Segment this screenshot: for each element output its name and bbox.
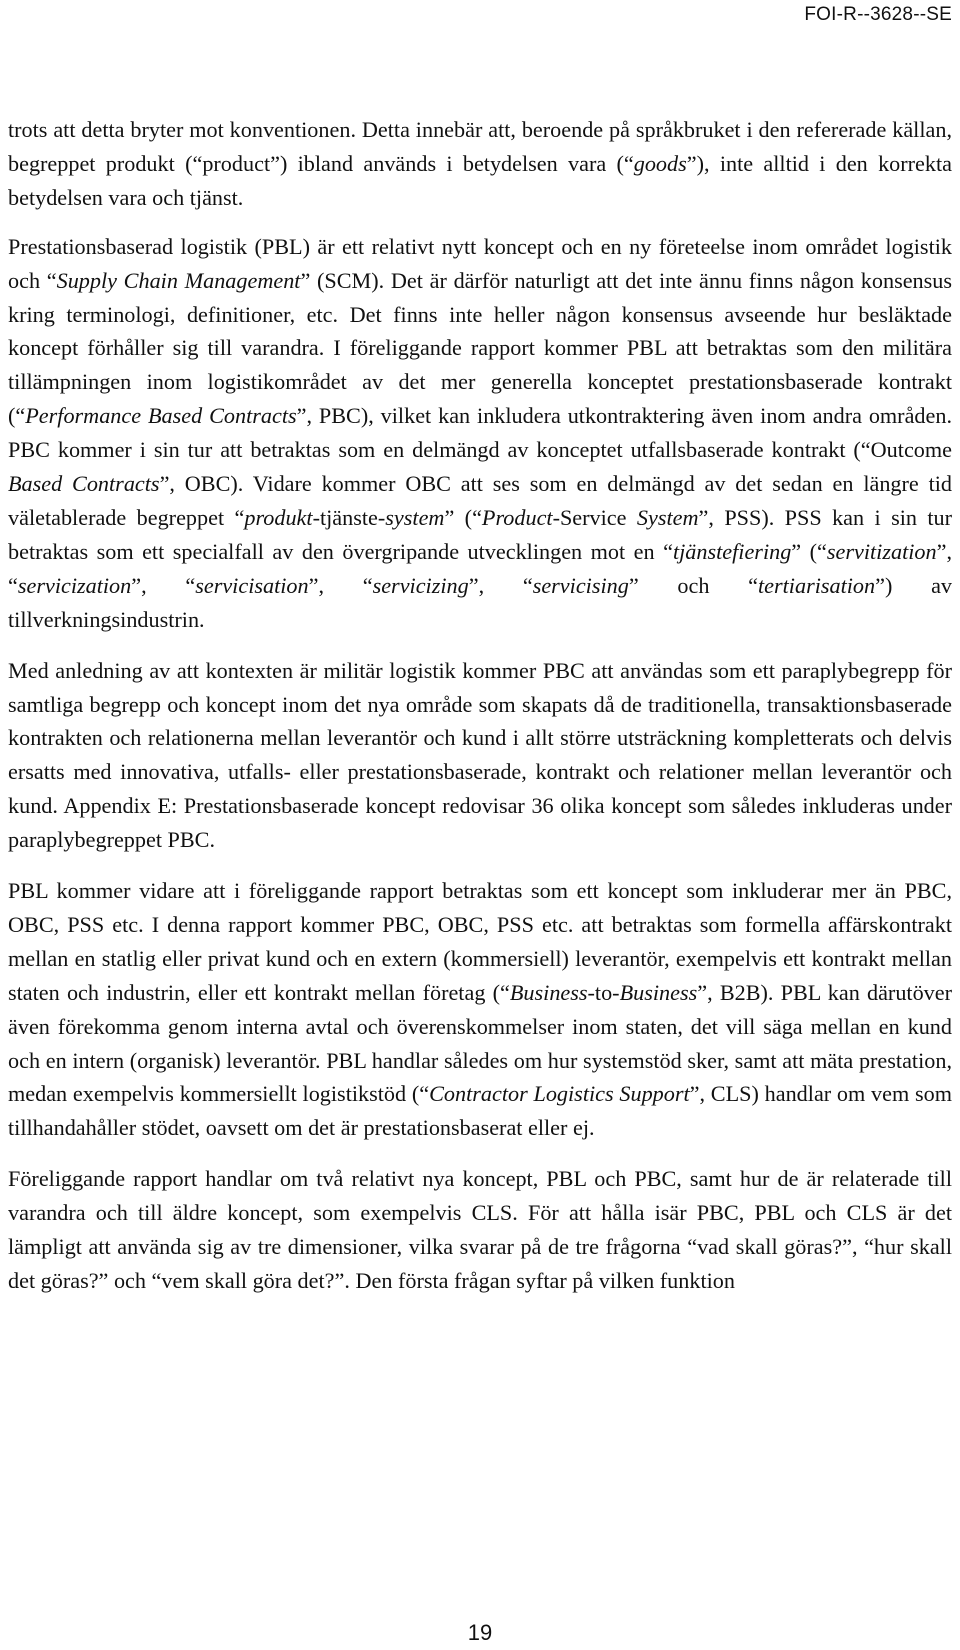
- text-run: Prestationsbaserad logistik (PBL) är ett relativt nytt koncept och en ny företeelse inom området logistik och “: [8, 233, 952, 293]
- italic-term: Performance Based Contracts: [25, 403, 297, 429]
- italic-term: Business: [619, 979, 698, 1005]
- italic-term: tjänstefiering: [672, 538, 792, 564]
- text-run: Föreliggande rapport handlar om två relativt nya koncept, PBL och PBC, samt hur de är relaterade till varandra och till äldre koncept, som exempelvis CLS. För att hålla isär PBC, PBL och CLS är det lämpligt att använda sig av tre dimensioner, vilka svarar på de tre frågorna “vad skall göras?”, “hur skall det göras?” och “vem skall göra det?”. Den första frågan syftar på vilken funktion: [8, 1166, 952, 1293]
- text-run: ”, B2B). PBL kan därutöver även förekomma genom interna avtal och överenskommelser inom staten, det vill säga mellan en kund och en intern (organisk) leverantör. PBL handlar således om hur systemstöd sker, samt att mäta prestation, medan exempelvis kommersiellt logistikstöd (“: [8, 979, 953, 1107]
- italic-term: tertiarisation: [758, 572, 876, 598]
- text-run: ” (“: [444, 504, 482, 530]
- text-run: ”) av tillverkningsindustrin.: [8, 572, 953, 632]
- text-run: ”, PBC), vilket kan inkludera utkontraktering även inom andra områden. PBC kommer i sin tur att betraktas som en delmängd av konceptet utfallsbaserade kontrakt (“Outcome: [8, 403, 952, 463]
- text-run: ”, “: [8, 538, 952, 598]
- paragraph-1: [8, 113, 952, 215]
- text-run: ”, “: [308, 572, 373, 598]
- text-run: ”, OBC). Vidare kommer OBC att ses som en delmängd av det sedan en längre tid väletablerade begreppet “: [8, 471, 952, 530]
- text-run: ”, “: [131, 572, 196, 598]
- text-run: PBL kommer vidare att i föreliggande rapport betraktas som ett koncept som inkluderar mer än PBC, OBC, PSS etc. I denna rapport kommer PBC, OBC, PSS etc. att betraktas som formella affärskontrakt mellan en statlig eller privat kund och en extern (kommersiell) leverantör, exempelvis ett kontrakt mellan staten och industrin, eller ett kontrakt mellan företag (“: [8, 878, 952, 1005]
- report-id-header: FOI-R--3628--SE: [804, 4, 952, 25]
- text-run: ”), inte alltid i den korrekta betydelsen vara och tjänst.: [8, 150, 952, 210]
- page-number: 19: [467, 1620, 493, 1645]
- paragraph-3: [8, 654, 952, 857]
- italic-term: Business: [509, 979, 588, 1005]
- text-run: ”, CLS) handlar om vem som tillhandahåller stödet, oavsett om det är prestationsbaserat eller ej.: [8, 1081, 952, 1141]
- text-run: -tjänste-: [312, 504, 386, 530]
- text-run: trots att detta bryter mot konventionen. Detta innebär att, beroende på språkbruket i den refererade källan, begreppet produkt (“: [8, 117, 952, 176]
- italic-term: servicising: [532, 572, 629, 598]
- italic-term: servicisation: [195, 572, 309, 598]
- text-run: ”) ibland används i betydelsen vara (“: [270, 150, 634, 176]
- italic-term: servicization: [17, 572, 132, 598]
- italic-term: system: [385, 504, 445, 530]
- italic-term: Contractor Logistics Support: [429, 1081, 690, 1107]
- italic-term: produkt: [244, 504, 313, 530]
- italic-term: Supply Chain Management: [56, 267, 301, 293]
- body-text: [8, 113, 952, 1315]
- paragraph-5: [8, 1162, 952, 1298]
- text-run: ” och “: [628, 572, 758, 598]
- italic-term: servitization: [826, 538, 937, 564]
- text-run: ”, “: [468, 572, 533, 598]
- italic-term: servicizing: [372, 572, 469, 598]
- text-run: ” (“: [791, 538, 827, 564]
- text-run: -to-: [587, 979, 620, 1005]
- paragraph-2: [8, 230, 952, 637]
- paragraph-4: [8, 874, 952, 1145]
- text-run: product: [202, 150, 271, 176]
- italic-term: Based Contracts: [8, 471, 160, 497]
- text-run: Service: [559, 504, 637, 530]
- text-run: ” (SCM). Det är därför naturligt att det inte ännu finns någon konsensus kring terminologi, definitioner, etc. Det finns inte heller någon konsensus avseende hur besläktade koncept förhåller sig till varandra. I föreliggande rapport kommer PBL att betraktas som den militära tillämpningen inom logistikområdet av det mer generella konceptet prestationsbaserade kontrakt (“: [8, 267, 953, 429]
- italic-term: System: [636, 504, 699, 530]
- italic-term: Product-: [481, 504, 560, 530]
- text-run: ”, PSS). PSS kan i sin tur betraktas som ett specialfall av den övergripande utvecklingen mot en “: [8, 504, 953, 564]
- text-run: Med anledning av att kontexten är militär logistik kommer PBC att användas som ett paraplybegrepp för samtliga begrepp och koncept inom det nya område som skapats då de traditionella, transaktionsbaserade kontrakten och relationerna mellan leverantör och kund i allt större utsträckning kompletterats och delvis ersatts med innovativa, utfalls- eller prestationsbaserade, kontrakt och relationer mellan leverantör och kund. Appendix E: Prestationsbaserade koncept redovisar 36 olika koncept som således inkluderas under paraplybegreppet PBC.: [8, 657, 952, 853]
- italic-term: goods: [633, 150, 687, 176]
